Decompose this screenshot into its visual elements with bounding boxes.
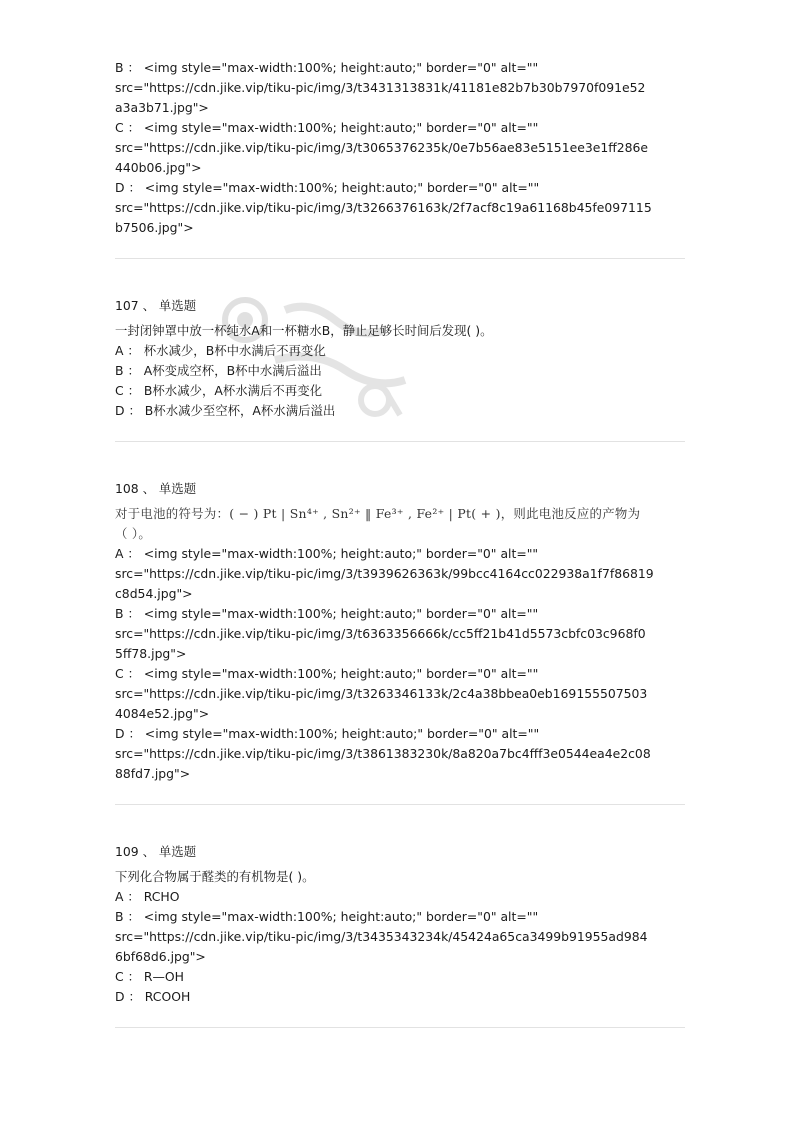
- option-b-line-1: B ： <img style="max-width:100%; height:auto;" border="0" alt="": [115, 606, 539, 621]
- option-c-line-2: src="https://cdn.jike.vip/tiku-pic/img/3/t3263346133k/2c4a38bbea0eb169155507503: [115, 686, 648, 701]
- option-b-line-2: src="https://cdn.jike.vip/tiku-pic/img/3/t3431313831k/41181e82b7b30b7970f091e52: [115, 80, 646, 95]
- option-b-line-3: a3a3b71.jpg">: [115, 100, 209, 115]
- option-a: A ： 杯水减少，B杯中水满后不再变化: [115, 343, 326, 358]
- option-d-line-3: 88fd7.jpg">: [115, 766, 191, 781]
- question-109: [115, 842, 685, 1007]
- option-d-line-2: src="https://cdn.jike.vip/tiku-pic/img/3/t3861383230k/8a820a7bc4fff3e0544ea4e2c08: [115, 746, 651, 761]
- question-header: 109 、 单选题: [115, 844, 197, 859]
- option-a: A ： RCHO: [115, 889, 180, 904]
- question-stem-end: （ ）。: [115, 526, 152, 541]
- question-107: [115, 296, 685, 421]
- document-page: [115, 58, 685, 1028]
- question-stem: 下列化合物属于醛类的有机物是( )。: [115, 869, 315, 884]
- option-d-line-3: b7506.jpg">: [115, 220, 194, 235]
- question-header: 108 、 单选题: [115, 481, 197, 496]
- question-stem: 一封闭钟罩中放一杯纯水A和一杯糖水B，静止足够长时间后发现( )。: [115, 323, 493, 338]
- option-b: B ： A杯变成空杯，B杯中水满后溢出: [115, 363, 322, 378]
- option-b-line-3: 5ff78.jpg">: [115, 646, 187, 661]
- option-a-line-2: src="https://cdn.jike.vip/tiku-pic/img/3/t3939626363k/99bcc4164cc022938a1f7f86819: [115, 566, 654, 581]
- option-c-line-2: src="https://cdn.jike.vip/tiku-pic/img/3/t3065376235k/0e7b56ae83e5151ee3e1ff286e: [115, 140, 649, 155]
- question-108: [115, 479, 685, 784]
- option-c-line-3: 440b06.jpg">: [115, 160, 202, 175]
- divider: [115, 804, 685, 805]
- option-c: C ： R—OH: [115, 969, 184, 984]
- option-b-line-1: B ： <img style="max-width:100%; height:auto;" border="0" alt="": [115, 60, 539, 75]
- option-d-line-1: D ： <img style="max-width:100%; height:auto;" border="0" alt="": [115, 726, 540, 741]
- option-b-line-2: src="https://cdn.jike.vip/tiku-pic/img/3/t6363356666k/cc5ff21b41d5573cbfc03c968f0: [115, 626, 646, 641]
- option-b-line-3: 6bf68d6.jpg">: [115, 949, 206, 964]
- option-b-line-2: src="https://cdn.jike.vip/tiku-pic/img/3/t3435343234k/45424a65ca3499b91955ad984: [115, 929, 648, 944]
- option-a-line-3: c8d54.jpg">: [115, 586, 193, 601]
- option-c-line-1: C ： <img style="max-width:100%; height:auto;" border="0" alt="": [115, 666, 539, 681]
- option-d-line-2: src="https://cdn.jike.vip/tiku-pic/img/3/t3266376163k/2f7acf8c19a61168b45fe097115: [115, 200, 652, 215]
- option-c: C ： B杯水减少，A杯水满后不再变化: [115, 383, 322, 398]
- previous-question-options: [115, 58, 685, 238]
- option-d: D ： B杯水减少至空杯，A杯水满后溢出: [115, 403, 336, 418]
- option-b-line-1: B ： <img style="max-width:100%; height:auto;" border="0" alt="": [115, 909, 539, 924]
- question-stem-formula: 对于电池的符号为：( − ) Pt | Sn⁴⁺ , Sn²⁺ ‖ Fe³⁺ , Fe²⁺ | Pt( + )，则此电池反应的产物为: [115, 506, 641, 521]
- option-d-line-1: D ： <img style="max-width:100%; height:auto;" border="0" alt="": [115, 180, 540, 195]
- option-c-line-3: 4084e52.jpg">: [115, 706, 210, 721]
- option-c-line-1: C ： <img style="max-width:100%; height:auto;" border="0" alt="": [115, 120, 539, 135]
- divider: [115, 441, 685, 442]
- option-d: D ： RCOOH: [115, 989, 191, 1004]
- option-a-line-1: A ： <img style="max-width:100%; height:auto;" border="0" alt="": [115, 546, 539, 561]
- question-header: 107 、 单选题: [115, 298, 197, 313]
- divider: [115, 258, 685, 259]
- divider: [115, 1027, 685, 1028]
